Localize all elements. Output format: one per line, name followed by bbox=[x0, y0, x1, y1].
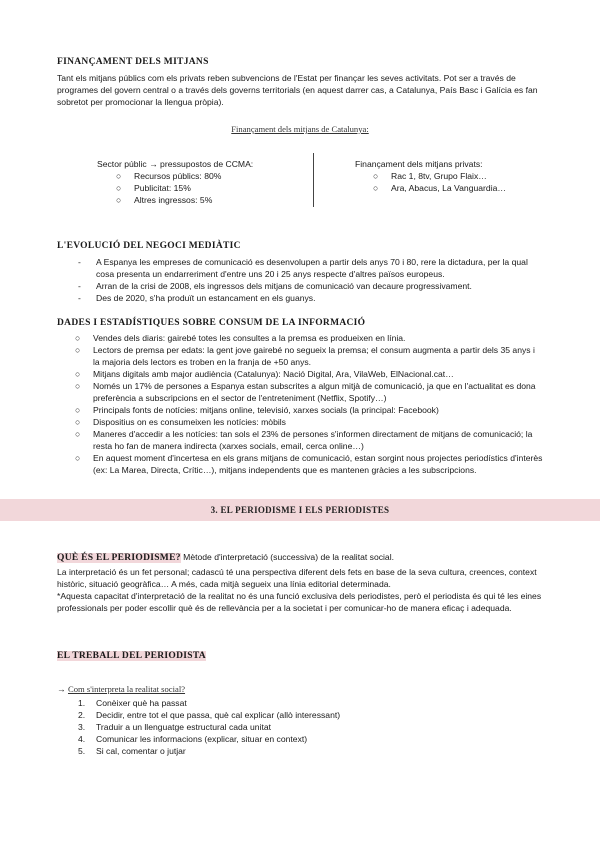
periodisme-paragraph-1: La interpretació és un fet personal; cadascú té una perspectiva diferent dels fets en base de la seva cultura, creences, context històric, situació geogràfica… A més, cada mitjà segueix una línia editorial determinada. bbox=[57, 567, 537, 589]
column-divider bbox=[313, 153, 314, 207]
dades-list bbox=[75, 332, 543, 476]
evolucio-list bbox=[78, 256, 542, 304]
chapter-title: 3. EL PERIODISME I ELS PERIODISTES bbox=[210, 505, 390, 515]
list-item: ○ Dispositius on es consumeixen les notícies: mòbils bbox=[75, 417, 286, 427]
list-item: ○ Lectors de premsa per edats: la gent jove gairebé no segueix la premsa; el consum augmenta a partir dels 35 anys i la majoria dels lectors es troben en la franja de +50 anys. bbox=[75, 345, 535, 367]
question-text: Com s'interpreta la realitat social? bbox=[67, 684, 186, 694]
section-heading-dades: DADES I ESTADÍSTIQUES SOBRE CONSUM DE LA INFORMACIÓ bbox=[57, 318, 366, 328]
public-sector-list bbox=[116, 170, 222, 206]
section-heading-evolucio: L'EVOLUCIÓ DEL NEGOCI MEDIÀTIC bbox=[57, 241, 241, 251]
list-item: ○ Mitjans digitals amb major audiència (Catalunya): Nació Digital, Ara, VilaWeb, ElNacional.cat… bbox=[75, 369, 454, 379]
list-item: ○ Vendes dels diaris: gairebé totes les consultes a la premsa es produeixen en línia. bbox=[75, 333, 406, 343]
arrow-icon: → bbox=[57, 684, 66, 694]
list-item: ○ Publicitat: 15% bbox=[116, 183, 191, 193]
list-item: - Des de 2020, s'ha produït un estancament en els guanys. bbox=[78, 293, 316, 303]
question-line bbox=[57, 683, 185, 695]
periodisme-paragraph-2: *Aquesta capacitat d'interpretació de la realitat no és una funció exclusiva dels periodistes, però el periodista és qui té les eines professionals per poder escollir què és de rellevància per a la societat i per comunicar-ho de manera eficaç i adequada. bbox=[57, 591, 542, 613]
section-heading-financament: FINANÇAMENT DELS MITJANS bbox=[57, 57, 209, 67]
list-item: ○ Ara, Abacus, La Vanguardia… bbox=[373, 183, 506, 193]
public-sector-title: Sector públic → pressupostos de CCMA: bbox=[97, 159, 254, 169]
list-item: - Arran de la crisi de 2008, els ingressos dels mitjans de comunicació van decaure progressivament. bbox=[78, 281, 472, 291]
section-heading-periodisme: QUÈ ÉS EL PERIODISME? bbox=[57, 553, 181, 563]
list-item: 3. Traduir a un llenguatge estructural cada unitat bbox=[78, 722, 272, 732]
list-item: 1. Conèixer què ha passat bbox=[78, 698, 187, 708]
list-item: ○ Recursos públics: 80% bbox=[116, 171, 222, 181]
section-heading-treball: EL TREBALL DEL PERIODISTA bbox=[57, 651, 206, 661]
private-media-list bbox=[373, 170, 506, 194]
list-item: ○ Principals fonts de notícies: mitjans online, televisió, xarxes socials (la principal: Facebook) bbox=[75, 405, 439, 415]
list-item: 4. Comunicar les informacions (explicar, situar en context) bbox=[78, 734, 308, 744]
list-item: - A Espanya les empreses de comunicació es desenvolupen a partir dels anys 70 i 80, rere la dictadura, per la qual cosa presenta un endarreriment d'entre uns 20 i 25 anys respecte d'altres països europeus. bbox=[78, 257, 528, 279]
treball-steps-list bbox=[78, 697, 536, 757]
financament-paragraph: Tant els mitjans públics com els privats reben subvencions de l'Estat per finançar les seves activitats. Pot ser a través de programes del govern central o a través dels governs territorials (en aquest darrer cas, a Catalunya, País Basc i Galícia es fan sobretot per promocionar la llengua pròpia). bbox=[57, 73, 538, 107]
list-item: ○ Maneres d'accedir a les notícies: tan sols el 23% de persones s'informen directament de mitjans de comunicació; la resta ho fan de manera indirecta (xarxes socials, email, cerca online…) bbox=[75, 429, 533, 451]
periodisme-definition-line bbox=[57, 551, 545, 564]
list-item: ○ En aquest moment d'incertesa en els grans mitjans de comunicació, estan sorgint nous projectes periodístics d'interès (ex: La Marea, Directa, Crític…), mitjans independents que es mantenen gràcies a les subscripcions. bbox=[75, 453, 543, 475]
list-item: ○ Només un 17% de persones a Espanya estan subscrites a algun mitjà de comunicació, ja que en l'actualitat es dona preferència a subscripcions en el sector de l'entreteniment (Netflix, Spotify…) bbox=[75, 381, 536, 403]
list-item: 2. Decidir, entre tot el que passa, què cal explicar (allò interessant) bbox=[78, 710, 341, 720]
financament-subtitle: Finançament dels mitjans de Catalunya: bbox=[231, 124, 369, 134]
list-item: 5. Si cal, comentar o jutjar bbox=[78, 746, 186, 756]
list-item: ○ Altres ingressos: 5% bbox=[116, 195, 213, 205]
private-media-title: Finançament dels mitjans privats: bbox=[355, 159, 483, 169]
periodisme-definition: Mètode d'interpretació (successiva) de la realitat social. bbox=[183, 552, 395, 562]
list-item: ○ Rac 1, 8tv, Grupo Flaix… bbox=[373, 171, 487, 181]
